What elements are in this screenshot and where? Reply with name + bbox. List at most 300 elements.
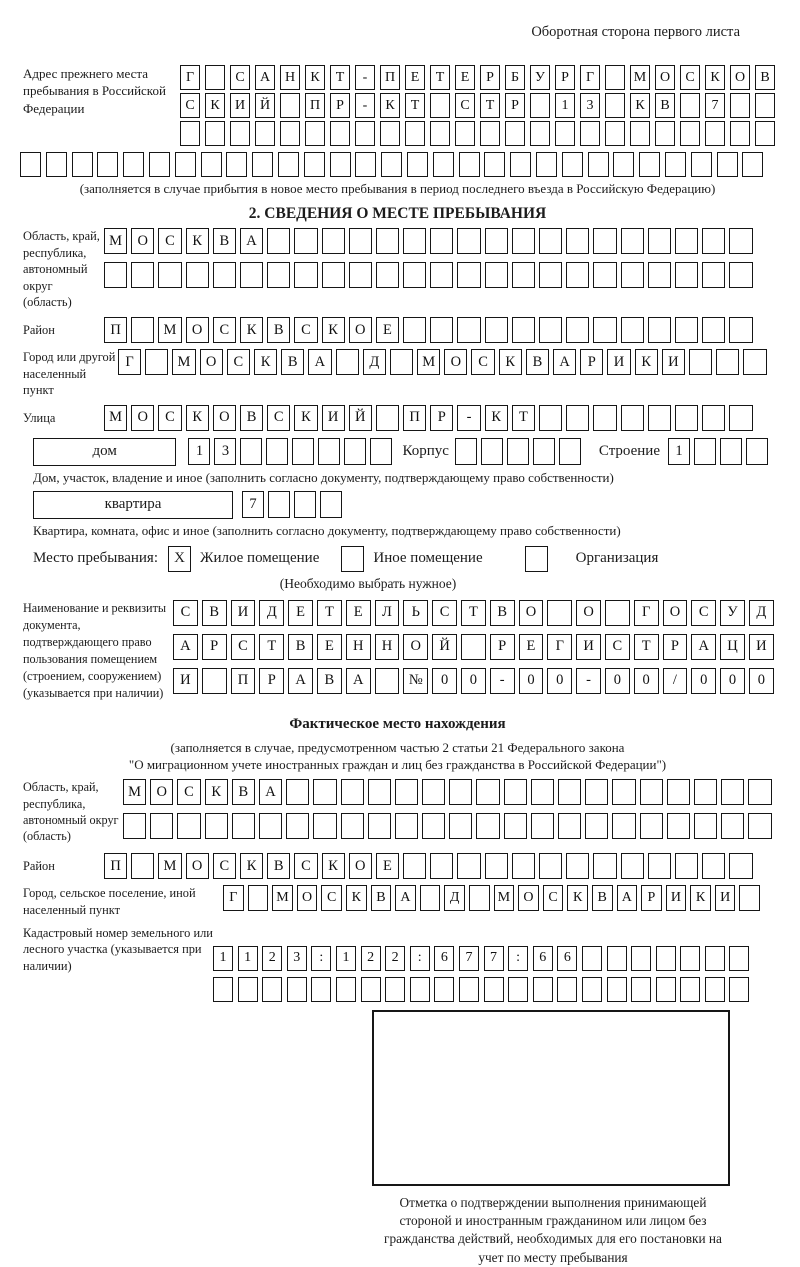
char-cell: И: [715, 885, 736, 911]
checkbox-residential[interactable]: X: [168, 546, 191, 572]
char-cell: Е: [405, 65, 425, 90]
house-block: [33, 438, 772, 466]
char-cell: [381, 152, 402, 177]
char-cell: [730, 121, 750, 146]
char-cell: 6: [533, 946, 553, 971]
char-cell: В: [213, 228, 236, 254]
char-cell: Р: [330, 93, 350, 118]
char-cell: [536, 152, 557, 177]
char-cell: 3: [287, 946, 307, 971]
prev-address-label: Адрес прежнего места пребывания в Российской Федерации: [23, 66, 166, 116]
char-cell: [213, 977, 233, 1002]
stay-type-note: (Необходимо выбрать нужное): [279, 575, 457, 591]
char-cell: [368, 779, 391, 805]
char-cell: О: [213, 405, 236, 431]
char-cell: О: [444, 349, 467, 375]
char-cell: [395, 813, 418, 839]
char-cell: [729, 405, 752, 431]
char-cell: [476, 779, 499, 805]
char-cell: К: [186, 228, 209, 254]
actual-region-row-1[interactable]: [123, 779, 776, 805]
char-cell: В: [655, 93, 675, 118]
char-cell: [648, 405, 671, 431]
char-cell: Т: [634, 634, 659, 660]
char-cell: [656, 946, 676, 971]
char-cell: [612, 813, 635, 839]
char-cell: [717, 152, 738, 177]
char-cell: О: [730, 65, 750, 90]
char-cell: О: [403, 634, 428, 660]
char-cell: [729, 317, 752, 343]
char-cell: [539, 405, 562, 431]
char-cell: В: [288, 634, 313, 660]
char-cell: О: [518, 885, 539, 911]
char-cell: [355, 152, 376, 177]
stay-type-label: Место пребывания:: [33, 550, 158, 567]
char-cell: К: [322, 317, 345, 343]
char-cell: Д: [259, 600, 284, 626]
char-cell: А: [691, 634, 716, 660]
char-cell: 1: [668, 438, 690, 465]
char-cell: Р: [641, 885, 662, 911]
actual-district-label: Район: [23, 859, 55, 874]
char-cell: [702, 853, 725, 879]
char-cell: Т: [430, 65, 450, 90]
char-cell: [240, 438, 262, 465]
char-cell: [605, 65, 625, 90]
region-row-1[interactable]: [104, 228, 757, 254]
char-cell: [694, 779, 717, 805]
char-cell: И: [231, 600, 256, 626]
char-cell: [123, 152, 144, 177]
char-cell: В: [317, 668, 342, 694]
char-cell: В: [202, 600, 227, 626]
char-cell: В: [232, 779, 255, 805]
char-cell: [403, 317, 426, 343]
char-cell: [420, 885, 441, 911]
char-cell: [593, 317, 616, 343]
char-cell: О: [519, 600, 544, 626]
char-cell: О: [576, 600, 601, 626]
char-cell: С: [321, 885, 342, 911]
char-cell: И: [607, 349, 630, 375]
char-cell: [430, 317, 453, 343]
char-cell: А: [553, 349, 576, 375]
document-row-3[interactable]: [173, 668, 778, 694]
char-cell: Н: [280, 65, 300, 90]
char-cell: [539, 228, 562, 254]
char-cell: 0: [720, 668, 745, 694]
char-cell: №: [403, 668, 428, 694]
char-cell: О: [663, 600, 688, 626]
actual-district-block: [23, 853, 772, 879]
char-cell: А: [346, 668, 371, 694]
char-cell: [390, 349, 413, 375]
char-cell: [292, 438, 314, 465]
char-cell: К: [690, 885, 711, 911]
char-cell: Р: [202, 634, 227, 660]
char-cell: С: [227, 349, 250, 375]
char-cell: [376, 262, 399, 288]
char-cell: [294, 491, 316, 518]
char-cell: [280, 121, 300, 146]
char-cell: С: [267, 405, 290, 431]
char-cell: 0: [691, 668, 716, 694]
char-cell: [512, 262, 535, 288]
char-cell: [469, 885, 490, 911]
char-cell: Г: [547, 634, 572, 660]
char-cell: [361, 977, 381, 1002]
char-cell: [694, 813, 717, 839]
char-cell: А: [288, 668, 313, 694]
char-cell: [266, 438, 288, 465]
char-cell: С: [455, 93, 475, 118]
char-cell: [559, 438, 581, 465]
char-cell: [349, 262, 372, 288]
actual-region-row-2[interactable]: [123, 813, 776, 839]
char-cell: В: [281, 349, 304, 375]
char-cell: [730, 93, 750, 118]
apartment-cells[interactable]: [242, 491, 346, 518]
char-cell: [405, 121, 425, 146]
char-cell: [149, 152, 170, 177]
char-cell: [729, 228, 752, 254]
char-cell: Р: [259, 668, 284, 694]
char-cell: С: [294, 317, 317, 343]
street-label: Улица: [23, 410, 56, 425]
prev-address-row-2[interactable]: [180, 93, 780, 118]
char-cell: Д: [363, 349, 386, 375]
char-cell: [655, 121, 675, 146]
char-cell: [648, 317, 671, 343]
char-cell: Т: [330, 65, 350, 90]
char-cell: В: [526, 349, 549, 375]
char-cell: О: [131, 228, 154, 254]
char-cell: [145, 349, 168, 375]
char-cell: [621, 262, 644, 288]
prev-address-row-4[interactable]: [20, 152, 772, 177]
char-cell: [680, 93, 700, 118]
house-number-cells[interactable]: [188, 438, 396, 465]
char-cell: [476, 813, 499, 839]
char-cell: [667, 779, 690, 805]
char-cell: [721, 813, 744, 839]
prev-address-row-1[interactable]: [180, 65, 780, 90]
checkbox-other-premises[interactable]: [341, 546, 364, 572]
char-cell: К: [567, 885, 588, 911]
char-cell: [613, 152, 634, 177]
char-cell: [410, 977, 430, 1002]
char-cell: Й: [432, 634, 457, 660]
char-cell: [729, 853, 752, 879]
char-cell: Е: [455, 65, 475, 90]
char-cell: Й: [255, 93, 275, 118]
char-cell: [376, 228, 399, 254]
char-cell: [430, 262, 453, 288]
stroenie-label: Строение: [598, 443, 660, 460]
char-cell: М: [172, 349, 195, 375]
char-cell: [304, 152, 325, 177]
char-cell: Й: [349, 405, 372, 431]
char-cell: [508, 977, 528, 1002]
actual-location-note-2: "О миграционном учете иностранных граждан и лиц без гражданства в Российской Федерации"): [128, 757, 667, 773]
char-cell: [158, 262, 181, 288]
char-cell: [755, 93, 775, 118]
char-cell: М: [104, 228, 127, 254]
char-cell: [455, 438, 477, 465]
actual-region-block: [23, 779, 772, 847]
cadastre-block: [23, 925, 772, 1008]
char-cell: [585, 779, 608, 805]
char-cell: С: [230, 65, 250, 90]
char-cell: 0: [432, 668, 457, 694]
char-cell: 1: [238, 946, 258, 971]
char-cell: [238, 977, 258, 1002]
char-cell: К: [254, 349, 277, 375]
char-cell: [675, 317, 698, 343]
char-cell: К: [294, 405, 317, 431]
char-cell: [648, 228, 671, 254]
region-block: [23, 228, 772, 311]
char-cell: [459, 152, 480, 177]
char-cell: [407, 152, 428, 177]
char-cell: [530, 93, 550, 118]
char-cell: [621, 405, 644, 431]
char-cell: А: [617, 885, 638, 911]
char-cell: [675, 262, 698, 288]
char-cell: В: [267, 853, 290, 879]
section2-title: 2. СВЕДЕНИЯ О МЕСТЕ ПРЕБЫВАНИЯ: [248, 205, 547, 222]
char-cell: [248, 885, 269, 911]
char-cell: [531, 813, 554, 839]
char-cell: [232, 813, 255, 839]
char-cell: 6: [557, 946, 577, 971]
char-cell: [675, 228, 698, 254]
char-cell: С: [158, 405, 181, 431]
char-cell: [226, 152, 247, 177]
cadastre-row-1[interactable]: [213, 946, 754, 971]
char-cell: С: [691, 600, 716, 626]
char-cell: [97, 152, 118, 177]
char-cell: Б: [505, 65, 525, 90]
char-cell: [294, 228, 317, 254]
prev-address-note: (заполняется в случае прибытия в новое место пребывания в период последнего въезда в Российскую Федерацию): [79, 181, 716, 196]
char-cell: Г: [223, 885, 244, 911]
char-cell: [566, 853, 589, 879]
char-cell: П: [380, 65, 400, 90]
char-cell: С: [605, 634, 630, 660]
district-row[interactable]: [104, 317, 757, 343]
prev-address-row-3[interactable]: [180, 121, 780, 146]
char-cell: [557, 977, 577, 1002]
char-cell: 7: [242, 491, 264, 518]
street-row[interactable]: [104, 405, 757, 431]
char-cell: 7: [459, 946, 479, 971]
char-cell: К: [499, 349, 522, 375]
char-cell: [286, 813, 309, 839]
char-cell: [20, 152, 41, 177]
char-cell: [422, 813, 445, 839]
char-cell: М: [158, 853, 181, 879]
char-cell: [656, 977, 676, 1002]
char-cell: [131, 853, 154, 879]
document-row-1[interactable]: [173, 600, 778, 626]
char-cell: [395, 779, 418, 805]
char-cell: [255, 121, 275, 146]
char-cell: Т: [512, 405, 535, 431]
char-cell: [533, 438, 555, 465]
char-cell: [621, 853, 644, 879]
char-cell: -: [490, 668, 515, 694]
char-cell: В: [490, 600, 515, 626]
char-cell: Г: [634, 600, 659, 626]
korpus-label: Корпус: [402, 443, 449, 460]
char-cell: 0: [634, 668, 659, 694]
char-cell: [180, 121, 200, 146]
actual-city-row[interactable]: [223, 885, 764, 911]
char-cell: У: [720, 600, 745, 626]
char-cell: [259, 813, 282, 839]
char-cell: В: [755, 65, 775, 90]
char-cell: С: [432, 600, 457, 626]
char-cell: К: [240, 853, 263, 879]
char-cell: Р: [490, 634, 515, 660]
char-cell: [580, 121, 600, 146]
char-cell: [562, 152, 583, 177]
house-field-box: [33, 438, 176, 466]
char-cell: 3: [580, 93, 600, 118]
city-row[interactable]: [118, 349, 771, 375]
char-cell: [484, 152, 505, 177]
char-cell: [630, 121, 650, 146]
char-cell: [403, 262, 426, 288]
char-cell: [131, 262, 154, 288]
char-cell: Е: [317, 634, 342, 660]
char-cell: Т: [480, 93, 500, 118]
char-cell: [729, 946, 749, 971]
char-cell: [675, 853, 698, 879]
char-cell: [267, 262, 290, 288]
char-cell: О: [349, 317, 372, 343]
region-row-2[interactable]: [104, 262, 757, 288]
actual-district-row[interactable]: [104, 853, 757, 879]
char-cell: [531, 779, 554, 805]
char-cell: С: [213, 853, 236, 879]
char-cell: [507, 438, 529, 465]
prev-address-block: [23, 65, 772, 149]
stay-type-row: [33, 546, 772, 572]
char-cell: Д: [444, 885, 465, 911]
char-cell: 6: [434, 946, 454, 971]
char-cell: К: [186, 405, 209, 431]
char-cell: :: [410, 946, 430, 971]
char-cell: [582, 977, 602, 1002]
char-cell: 1: [555, 93, 575, 118]
char-cell: [605, 121, 625, 146]
actual-region-label: Область, край, республика, автономный округ (область): [23, 780, 119, 844]
char-cell: [691, 152, 712, 177]
char-cell: К: [205, 93, 225, 118]
checkbox-organization[interactable]: [525, 546, 548, 572]
char-cell: П: [104, 853, 127, 879]
char-cell: [294, 262, 317, 288]
char-cell: [205, 121, 225, 146]
char-cell: П: [104, 317, 127, 343]
char-cell: Т: [405, 93, 425, 118]
char-cell: [555, 121, 575, 146]
char-cell: [131, 317, 154, 343]
cadastre-row-2[interactable]: [213, 977, 754, 1002]
char-cell: [746, 438, 768, 465]
char-cell: К: [635, 349, 658, 375]
char-cell: [430, 93, 450, 118]
document-row-2[interactable]: [173, 634, 778, 660]
char-cell: С: [177, 779, 200, 805]
korpus-cells[interactable]: [455, 438, 585, 465]
char-cell: [702, 262, 725, 288]
char-cell: [605, 93, 625, 118]
char-cell: С: [180, 93, 200, 118]
char-cell: В: [371, 885, 392, 911]
char-cell: [566, 405, 589, 431]
char-cell: А: [308, 349, 331, 375]
stroenie-cells[interactable]: [668, 438, 772, 465]
char-cell: [558, 813, 581, 839]
house-note: Дом, участок, владение и иное (заполнить согласно документу, подтверждающему право собственности): [33, 469, 614, 485]
char-cell: Т: [317, 600, 342, 626]
char-cell: [566, 228, 589, 254]
char-cell: [480, 121, 500, 146]
char-cell: [305, 121, 325, 146]
char-cell: [702, 317, 725, 343]
char-cell: Г: [580, 65, 600, 90]
char-cell: [449, 813, 472, 839]
char-cell: [481, 438, 503, 465]
char-cell: Г: [118, 349, 141, 375]
char-cell: С: [471, 349, 494, 375]
char-cell: [330, 152, 351, 177]
char-cell: [729, 262, 752, 288]
char-cell: [177, 813, 200, 839]
char-cell: [504, 813, 527, 839]
char-cell: [262, 977, 282, 1002]
char-cell: [213, 262, 236, 288]
char-cell: М: [158, 317, 181, 343]
char-cell: [648, 262, 671, 288]
char-cell: [607, 946, 627, 971]
char-cell: [667, 813, 690, 839]
char-cell: И: [230, 93, 250, 118]
apartment-block: [33, 491, 772, 519]
confirmation-area: [372, 1010, 734, 1267]
char-cell: [505, 121, 525, 146]
char-cell: А: [395, 885, 416, 911]
char-cell: [252, 152, 273, 177]
document-block: [23, 600, 772, 702]
char-cell: С: [543, 885, 564, 911]
char-cell: [748, 813, 771, 839]
char-cell: [230, 121, 250, 146]
char-cell: [318, 438, 340, 465]
char-cell: [278, 152, 299, 177]
char-cell: М: [272, 885, 293, 911]
char-cell: К: [205, 779, 228, 805]
char-cell: [430, 228, 453, 254]
char-cell: О: [150, 779, 173, 805]
char-cell: Т: [461, 600, 486, 626]
char-cell: [705, 946, 725, 971]
char-cell: [530, 121, 550, 146]
